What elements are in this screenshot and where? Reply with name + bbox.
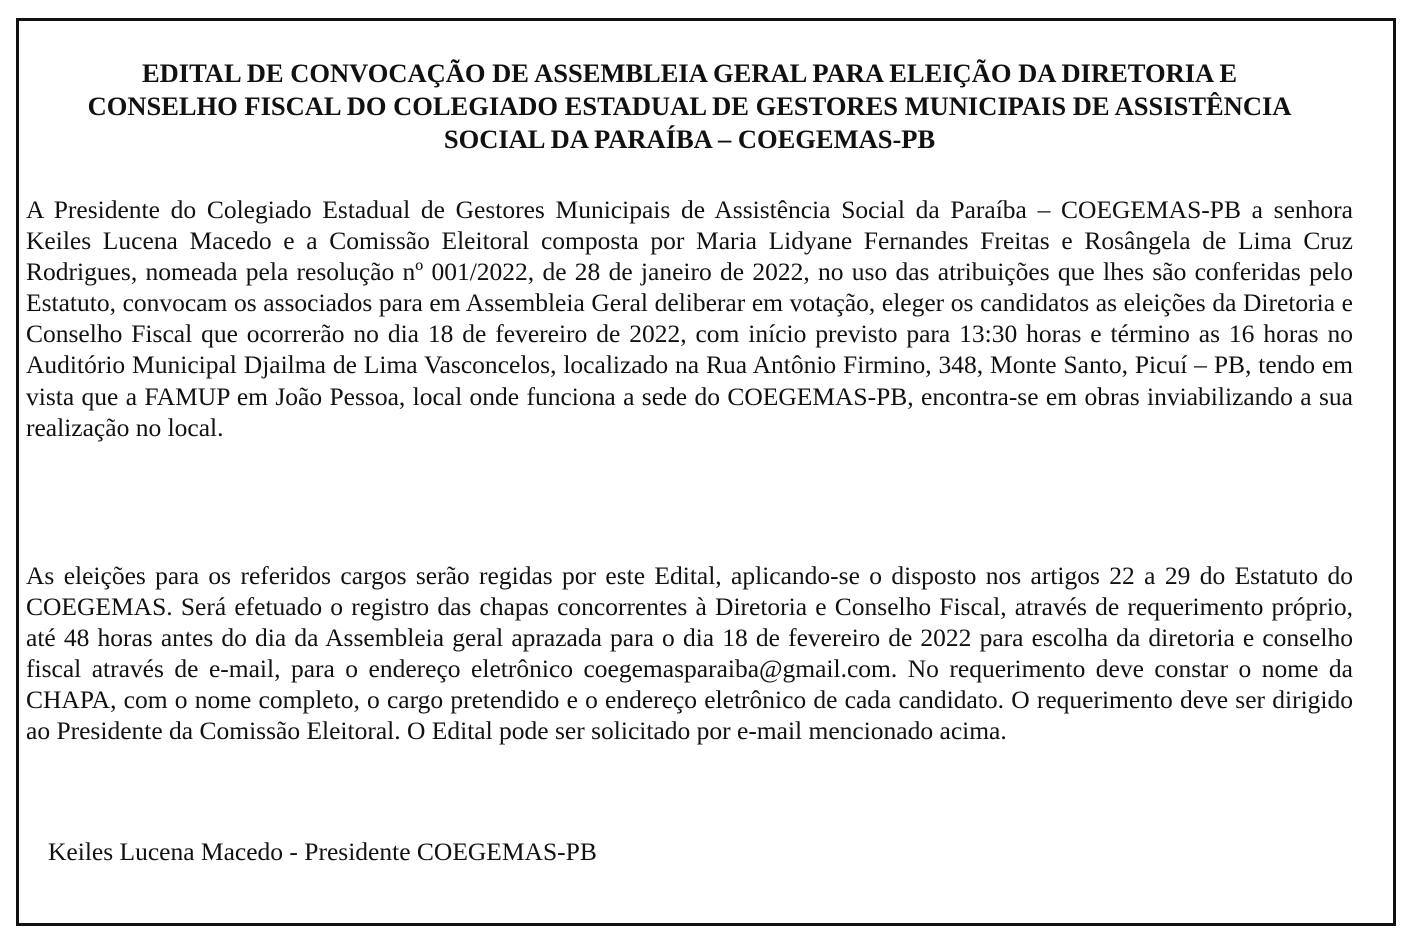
title-line-1: EDITAL DE CONVOCAÇÃO DE ASSEMBLEIA GERAL PARA ELEIÇÃO DA DIRETORIA E — [141, 58, 1238, 88]
election-rules-paragraph: As eleições para os referidos cargos serão regidas por este Edital, aplicando-se o disposto nos artigos 22 a 29 do Estatuto do COEGEMAS. Será efetuado o registro das chapas concorrentes à Diretoria e Conselho Fiscal, através de requerimento próprio, até 48 horas antes do dia da Assembleia geral aprazada para o dia 18 de fevereiro de 2022 para escolha da diretoria e conselho fiscal através de e-mail, para o endereço eletrônico coegemasparaiba@gmail.com. No requerimento deve constar o nome da CHAPA, com o nome completo, o cargo pretendido e o endereço eletrônico de cada candidato. O requerimento deve ser dirigido ao Presidente da Comissão Eleitoral. O Edital pode ser solicitado por e-mail mencionado acima. — [26, 561, 1353, 746]
convocation-paragraph: A Presidente do Colegiado Estadual de Gestores Municipais de Assistência Social da Paraíba – COEGEMAS-PB a senhora Keiles Lucena Macedo e a Comissão Eleitoral composta por Maria Lidyane Fernandes Freitas e Rosângela de Lima Cruz Rodrigues, nomeada pela resolução nº 001/2022, de 28 de janeiro de 2022, no uso das atribuições que lhes são conferidas pelo Estatuto, convocam os associados para em Assembleia Geral deliberar em votação, eleger os candidatos as eleições da Diretoria e Conselho Fiscal que ocorrerão no dia 18 de fevereiro de 2022, com início previsto para 13:30 horas e término as 16 horas no Auditório Municipal Djailma de Lima Vasconcelos, localizado na Rua Antônio Firmino, 348, Monte Santo, Picuí – PB, tendo em vista que a FAMUP em João Pessoa, local onde funciona a sede do COEGEMAS-PB, encontra-se em obras inviabilizando a sua realização no local. — [26, 195, 1353, 442]
signature-line: Keiles Lucena Macedo - Presidente COEGEMAS-PB — [48, 837, 597, 866]
document-title — [26, 57, 1353, 156]
title-line-3: SOCIAL DA PARAÍBA – COEGEMAS-PB — [443, 124, 936, 154]
title-line-2: CONSELHO FISCAL DO COLEGIADO ESTADUAL DE GESTORES MUNICIPAIS DE ASSISTÊNCIA — [87, 91, 1292, 121]
